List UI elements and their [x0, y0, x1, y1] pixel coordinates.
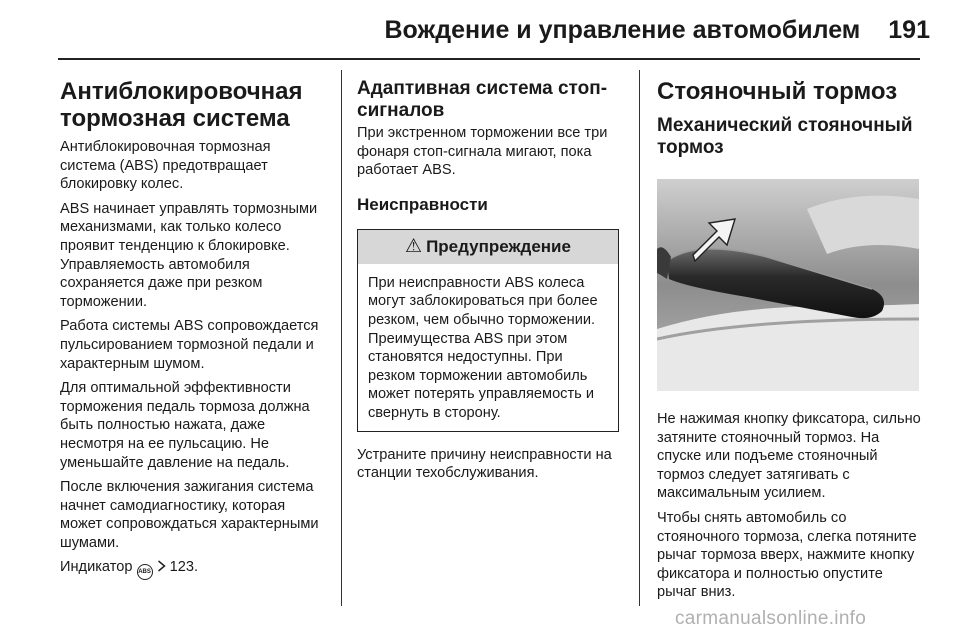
column-divider-1	[341, 70, 342, 606]
manual-parking-brake-heading: Механический стояночный тормоз	[657, 115, 913, 158]
parking-brake-release-text: Чтобы снять автомобиль со стояночного тормоза, слегка потяните рычаг тормоза вверх, нажмите кнопку фиксатора и полностью опустите рычаг вниз.	[657, 509, 917, 601]
parking-brake-heading: Стояночный тормоз	[657, 78, 898, 105]
warning-box	[357, 229, 619, 432]
warning-body	[358, 264, 618, 431]
parking-brake-lever-illustration	[657, 179, 919, 391]
warning-text: При неисправности ABS колеса могут заблокироваться при более резком, чем обычно торможении. Преимущества ABS при этом становятся недоступны. При резком торможении автомобиль может потерять управляемость и свернуть в сторону.	[368, 274, 598, 421]
column-brake-lights	[357, 66, 619, 489]
watermark: carmanualsonline.info	[675, 608, 867, 629]
abs-heading: Антиблокировочная тормозная система	[60, 78, 303, 132]
abs-paragraph-1: Антиблокировочная тормозная система (ABS) предотвращает блокировку колес.	[60, 139, 271, 193]
header-title: Вождение и управление автомобилем	[384, 16, 861, 44]
abs-paragraph-2: ABS начинает управлять тормозными механизмами, как только колесо проявит тенденцию к блокировке. Управляемость автомобиля сохраняется даже при резком торможении.	[60, 200, 318, 310]
indicator-page-ref: 123.	[169, 559, 199, 576]
column-abs	[60, 66, 322, 586]
abs-paragraph-3: Работа системы ABS сопровождается пульсированием тормозной педали и характерным шумом.	[60, 318, 319, 372]
header-rule	[58, 58, 920, 60]
adaptive-brake-lights-text: При экстренном торможении все три фонаря стоп-сигнала мигают, пока работает ABS.	[357, 125, 608, 179]
adaptive-brake-lights-heading: Адаптивная система стоп-сигналов	[357, 78, 608, 121]
column-parking-brake	[657, 66, 925, 608]
malfunctions-heading: Неисправности	[357, 194, 488, 214]
indicator-label: Индикатор	[60, 559, 133, 576]
warning-title: Предупреждение	[426, 236, 571, 256]
abs-paragraph-5: После включения зажигания система начнет самодиагностику, которая может сопровождаться характерными шумами.	[60, 479, 319, 551]
page-header	[0, 10, 930, 50]
warning-triangle-icon: ⚠	[405, 235, 423, 257]
column-divider-2	[639, 70, 640, 606]
abs-indicator-line	[60, 558, 322, 580]
warning-header	[358, 230, 618, 264]
page-number: 191	[888, 16, 930, 44]
abs-paragraph-4: Для оптимальной эффективности торможения педаль тормоза должна быть полностью нажата, даже несмотря на ее пульсацию. Не уменьшайте давление на педаль.	[60, 380, 310, 471]
parking-brake-apply-text: Не нажимая кнопку фиксатора, сильно затяните стояночный тормоз. На спуске или подъеме стояночный тормоз следует затягивать с максимальным усилием.	[657, 411, 921, 502]
malfunction-fix-text: Устраните причину неисправности на станции техобслуживания.	[357, 446, 612, 482]
abs-indicator-icon: ABS	[137, 564, 153, 580]
page-reference-icon	[157, 560, 166, 572]
